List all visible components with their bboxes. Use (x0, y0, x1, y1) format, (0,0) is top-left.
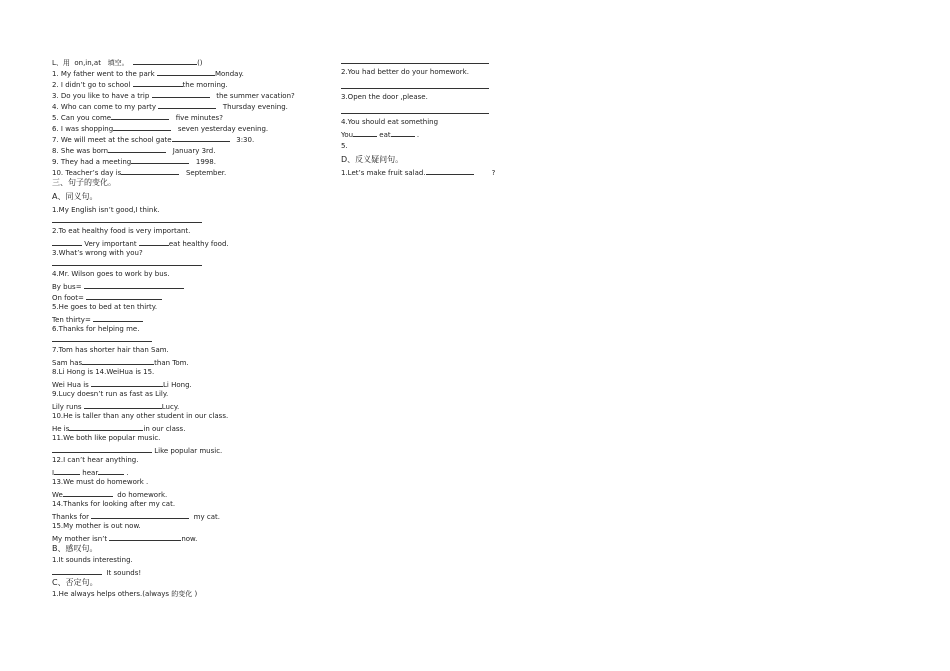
left-column (52, 56, 342, 600)
answer-blank[interactable] (52, 237, 82, 246)
A-question-6: 6.Thanks for helping me. (52, 325, 140, 333)
answer-blank[interactable] (111, 111, 169, 120)
R-question-4: 4.You should eat something (341, 118, 439, 126)
A-answer-14: Thanks for my cat. (52, 510, 342, 521)
A-answer-11: Like popular music. (52, 444, 342, 455)
A-answer-5: Ten thirty= (52, 313, 342, 324)
answer-blank[interactable] (113, 122, 171, 131)
A-answer-7: Sam has than Tom. (52, 356, 342, 367)
A-answer-9: Lily runs Lucy. (52, 400, 342, 411)
A-question-5: 5.He goes to bed at ten thirty. (52, 303, 158, 311)
answer-line[interactable] (52, 260, 202, 266)
A-question-13: 13.We must do homework . (52, 478, 149, 486)
answer-blank[interactable] (84, 280, 184, 289)
L-item-5: 5. Can you come five minutes? (52, 111, 342, 122)
A-question-15: 15.My mother is out now. (52, 522, 141, 530)
answer-line[interactable] (341, 58, 489, 64)
answer-blank[interactable] (139, 237, 169, 246)
answer-line[interactable] (341, 108, 489, 114)
L-item-6: 6. I was shopping seven yesterday evening. (52, 122, 342, 133)
answer-blank[interactable] (52, 566, 102, 575)
A-question-4: 4.Mr. Wilson goes to work by bus. (52, 270, 170, 278)
A-answer-10: He is in our class. (52, 422, 342, 433)
A-answer-8: Wei Hua is Li Hong. (52, 378, 342, 389)
D-question-1: 1.Let’s make fruit salad. ? (341, 166, 571, 177)
answer-blank[interactable] (121, 166, 179, 175)
answer-blank[interactable] (69, 422, 143, 431)
answer-blank[interactable] (54, 466, 80, 475)
B-answer-1: It sounds! (52, 566, 342, 577)
A-answer-12: I hear . (52, 466, 342, 477)
R-question-5: 5. (341, 142, 348, 150)
L-item-7: 7. We will meet at the school gate 3:30. (52, 133, 342, 144)
section-A-title: A、同义句。 (52, 192, 98, 201)
A-question-1: 1.My English isn’t good,I think. (52, 206, 160, 214)
L-item-8: 8. She was born January 3rd. (52, 144, 342, 155)
answer-blank[interactable] (82, 356, 154, 365)
section-L-heading: L、用 on,in,at 填空。 () (52, 56, 342, 67)
A-answer-4b: On foot= (52, 291, 342, 302)
A-question-10: 10.He is taller than any other student in our class. (52, 412, 229, 420)
section-B-title: B、感叹句。 (52, 544, 98, 553)
L-item-1: 1. My father went to the park Monday. (52, 67, 342, 78)
A-answer-13: We do homework. (52, 488, 342, 499)
A-question-3: 3.What’s wrong with you? (52, 249, 143, 257)
section-3-title: 三、句子的变化。 (52, 178, 116, 187)
A-question-2: 2.To eat healthy food is very important. (52, 227, 191, 235)
A-answer-15: My mother isn’t now. (52, 532, 342, 543)
A-answer-4a: By bus= (52, 280, 342, 291)
R-answer-4: You eat . (341, 128, 571, 139)
answer-blank[interactable] (91, 378, 163, 387)
answer-line[interactable] (52, 217, 202, 223)
answer-blank[interactable] (93, 313, 143, 322)
A-question-11: 11.We both like popular music. (52, 434, 161, 442)
answer-blank[interactable] (133, 78, 183, 87)
A-answer-2: Very important eat healthy food. (52, 237, 342, 248)
L-item-4: 4. Who can come to my party Thursday evening. (52, 100, 342, 111)
answer-blank[interactable] (108, 144, 166, 153)
answer-line[interactable] (341, 83, 489, 89)
answer-blank[interactable] (98, 466, 124, 475)
answer-blank[interactable] (152, 89, 210, 98)
answer-blank[interactable] (391, 128, 415, 137)
A-question-14: 14.Thanks for looking after my cat. (52, 500, 176, 508)
answer-blank[interactable] (91, 510, 189, 519)
answer-blank[interactable] (52, 444, 152, 453)
L-item-10: 10. Teacher’s day is September. (52, 166, 342, 177)
answer-blank[interactable] (158, 100, 216, 109)
answer-blank[interactable] (86, 291, 162, 300)
A-question-8: 8.Li Hong is 14.WeiHua is 15. (52, 368, 155, 376)
right-column (341, 56, 571, 177)
R-question-3: 3.Open the door ,please. (341, 93, 428, 101)
answer-blank[interactable] (63, 488, 113, 497)
section-C-title: C、否定句。 (52, 578, 98, 587)
answer-blank[interactable] (131, 155, 189, 164)
L-item-3: 3. Do you like to have a trip the summer vacation? (52, 89, 342, 100)
A-question-7: 7.Tom has shorter hair than Sam. (52, 346, 169, 354)
answer-blank[interactable] (353, 128, 377, 137)
R-question-2: 2.You had better do your homework. (341, 68, 469, 76)
section-D-title: D、反义疑问句。 (341, 155, 404, 164)
answer-blank[interactable] (426, 166, 474, 175)
answer-line[interactable] (52, 336, 152, 342)
answer-blank[interactable] (109, 532, 181, 541)
answer-blank[interactable] (133, 56, 197, 65)
answer-blank[interactable] (172, 133, 230, 142)
answer-blank[interactable] (157, 67, 215, 76)
A-question-12: 12.I can’t hear anything. (52, 456, 139, 464)
L-item-9: 9. They had a meeting 1998. (52, 155, 342, 166)
B-question-1: 1.It sounds interesting. (52, 556, 133, 564)
A-question-9: 9.Lucy doesn’t run as fast as Lily. (52, 390, 169, 398)
L-item-2: 2. I didn’t go to school the morning. (52, 78, 342, 89)
C-question-1: 1.He always helps others.(always 的变化 ) (52, 590, 198, 598)
answer-blank[interactable] (84, 400, 162, 409)
